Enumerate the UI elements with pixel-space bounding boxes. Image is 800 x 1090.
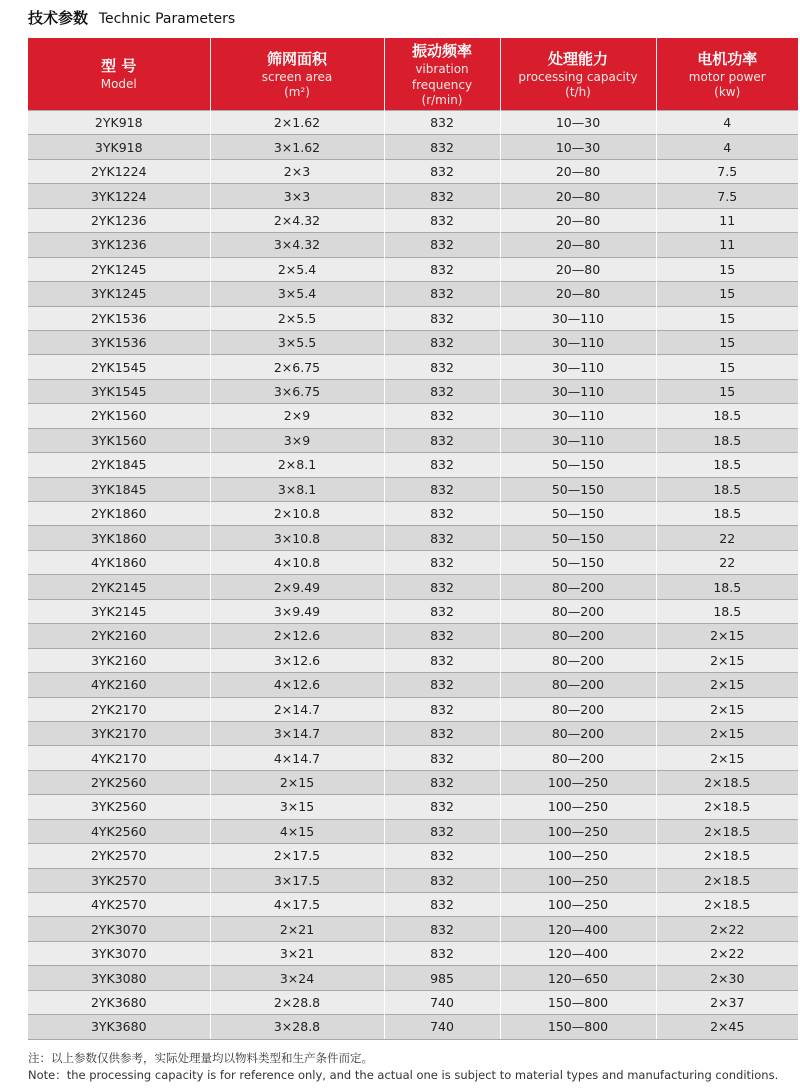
header-screen-area-unit: (m²)	[284, 84, 310, 99]
table-row	[28, 550, 798, 574]
cell-screen-area: 3×21	[210, 941, 384, 965]
header-vibration-frequency-unit: (r/min)	[421, 92, 463, 107]
cell-vibration-frequency: 832	[384, 159, 500, 183]
cell-screen-area: 3×10.8	[210, 526, 384, 550]
cell-model: 2YK1860	[28, 502, 210, 526]
cell-model: 3YK1845	[28, 477, 210, 501]
cell-model: 3YK3680	[28, 1015, 210, 1039]
cell-screen-area: 2×17.5	[210, 844, 384, 868]
cell-screen-area: 2×9	[210, 404, 384, 428]
cell-screen-area: 4×12.6	[210, 673, 384, 697]
cell-screen-area: 3×5.5	[210, 330, 384, 354]
cell-processing-capacity: 120—400	[500, 917, 656, 941]
cell-screen-area: 3×1.62	[210, 135, 384, 159]
cell-model: 2YK1224	[28, 159, 210, 183]
cell-screen-area: 3×24	[210, 966, 384, 990]
cell-model: 3YK1245	[28, 282, 210, 306]
cell-processing-capacity: 20—80	[500, 184, 656, 208]
cell-model: 3YK2170	[28, 721, 210, 745]
cell-vibration-frequency: 832	[384, 673, 500, 697]
cell-model: 3YK1236	[28, 233, 210, 257]
cell-motor-power: 7.5	[656, 159, 798, 183]
cell-vibration-frequency: 832	[384, 599, 500, 623]
cell-model: 2YK2570	[28, 844, 210, 868]
cell-screen-area: 3×9	[210, 428, 384, 452]
cell-motor-power: 15	[656, 306, 798, 330]
cell-processing-capacity: 30—110	[500, 306, 656, 330]
cell-model: 3YK1860	[28, 526, 210, 550]
cell-vibration-frequency: 832	[384, 575, 500, 599]
cell-processing-capacity: 20—80	[500, 257, 656, 281]
cell-model: 2YK1560	[28, 404, 210, 428]
cell-screen-area: 2×14.7	[210, 697, 384, 721]
table-row	[28, 355, 798, 379]
cell-model: 2YK2170	[28, 697, 210, 721]
header-processing-capacity	[500, 38, 656, 111]
header-motor-power-en: motor power	[688, 69, 766, 84]
table-row	[28, 306, 798, 330]
cell-model: 2YK3680	[28, 990, 210, 1014]
cell-screen-area: 3×17.5	[210, 868, 384, 892]
cell-model: 4YK1860	[28, 550, 210, 574]
cell-vibration-frequency: 832	[384, 379, 500, 403]
cell-vibration-frequency: 832	[384, 721, 500, 745]
table-row	[28, 868, 798, 892]
cell-model: 3YK2560	[28, 795, 210, 819]
cell-screen-area: 3×28.8	[210, 1015, 384, 1039]
cell-motor-power: 15	[656, 282, 798, 306]
cell-vibration-frequency: 832	[384, 746, 500, 770]
table-row	[28, 673, 798, 697]
cell-screen-area: 3×8.1	[210, 477, 384, 501]
cell-model: 4YK2170	[28, 746, 210, 770]
cell-vibration-frequency: 832	[384, 819, 500, 843]
header-row	[28, 38, 798, 111]
cell-vibration-frequency: 832	[384, 330, 500, 354]
cell-motor-power: 15	[656, 330, 798, 354]
cell-motor-power: 2×37	[656, 990, 798, 1014]
cell-vibration-frequency: 832	[384, 233, 500, 257]
cell-processing-capacity: 20—80	[500, 282, 656, 306]
cell-motor-power: 2×45	[656, 1015, 798, 1039]
table-row	[28, 721, 798, 745]
cell-vibration-frequency: 832	[384, 502, 500, 526]
cell-processing-capacity: 80—200	[500, 697, 656, 721]
cell-model: 3YK2570	[28, 868, 210, 892]
cell-screen-area: 2×9.49	[210, 575, 384, 599]
cell-processing-capacity: 150—800	[500, 1015, 656, 1039]
table-row	[28, 941, 798, 965]
cell-screen-area: 3×5.4	[210, 282, 384, 306]
table-row	[28, 257, 798, 281]
cell-processing-capacity: 20—80	[500, 208, 656, 232]
header-motor-power-unit: (kw)	[714, 84, 741, 99]
cell-processing-capacity: 100—250	[500, 770, 656, 794]
cell-model: 2YK3070	[28, 917, 210, 941]
footnote	[28, 1050, 778, 1084]
header-processing-capacity-en: processing capacity	[518, 69, 638, 84]
cell-vibration-frequency: 832	[384, 208, 500, 232]
cell-model: 2YK1245	[28, 257, 210, 281]
cell-processing-capacity: 120—650	[500, 966, 656, 990]
cell-processing-capacity: 10—30	[500, 135, 656, 159]
header-model	[28, 38, 210, 111]
cell-screen-area: 2×1.62	[210, 111, 384, 135]
cell-vibration-frequency: 832	[384, 648, 500, 672]
cell-motor-power: 2×18.5	[656, 770, 798, 794]
cell-motor-power: 18.5	[656, 477, 798, 501]
cell-processing-capacity: 50—150	[500, 453, 656, 477]
cell-processing-capacity: 50—150	[500, 477, 656, 501]
table-row	[28, 844, 798, 868]
table-row	[28, 697, 798, 721]
cell-model: 2YK1536	[28, 306, 210, 330]
cell-processing-capacity: 100—250	[500, 868, 656, 892]
cell-motor-power: 2×18.5	[656, 868, 798, 892]
cell-model: 3YK2160	[28, 648, 210, 672]
cell-processing-capacity: 80—200	[500, 746, 656, 770]
cell-model: 2YK1845	[28, 453, 210, 477]
cell-model: 3YK2145	[28, 599, 210, 623]
cell-processing-capacity: 50—150	[500, 526, 656, 550]
footnote-zh: 注：以上参数仅供参考，实际处理量均以物料类型和生产条件而定。	[28, 1051, 373, 1065]
cell-processing-capacity: 120—400	[500, 941, 656, 965]
cell-vibration-frequency: 832	[384, 868, 500, 892]
cell-processing-capacity: 30—110	[500, 355, 656, 379]
cell-motor-power: 18.5	[656, 453, 798, 477]
cell-vibration-frequency: 832	[384, 355, 500, 379]
cell-screen-area: 2×4.32	[210, 208, 384, 232]
cell-motor-power: 15	[656, 257, 798, 281]
table-row	[28, 428, 798, 452]
cell-processing-capacity: 80—200	[500, 624, 656, 648]
table-row	[28, 453, 798, 477]
cell-motor-power: 18.5	[656, 428, 798, 452]
header-model-en: Model	[100, 77, 137, 91]
cell-model: 4YK2160	[28, 673, 210, 697]
table-row	[28, 575, 798, 599]
cell-vibration-frequency: 832	[384, 428, 500, 452]
cell-vibration-frequency: 832	[384, 282, 500, 306]
table-row	[28, 648, 798, 672]
cell-processing-capacity: 10—30	[500, 111, 656, 135]
cell-motor-power: 22	[656, 550, 798, 574]
cell-processing-capacity: 100—250	[500, 893, 656, 917]
cell-processing-capacity: 80—200	[500, 599, 656, 623]
table-row	[28, 184, 798, 208]
table-row	[28, 893, 798, 917]
cell-motor-power: 2×15	[656, 697, 798, 721]
cell-motor-power: 2×18.5	[656, 844, 798, 868]
cell-model: 2YK1236	[28, 208, 210, 232]
table-row	[28, 208, 798, 232]
cell-screen-area: 2×15	[210, 770, 384, 794]
cell-processing-capacity: 30—110	[500, 330, 656, 354]
table-row	[28, 282, 798, 306]
cell-processing-capacity: 100—250	[500, 844, 656, 868]
table-row	[28, 233, 798, 257]
cell-screen-area: 4×15	[210, 819, 384, 843]
header-screen-area-en: screen area	[261, 69, 333, 84]
cell-vibration-frequency: 832	[384, 917, 500, 941]
page-title	[28, 7, 235, 28]
cell-model: 3YK1536	[28, 330, 210, 354]
header-motor-power	[656, 38, 798, 111]
cell-screen-area: 4×10.8	[210, 550, 384, 574]
cell-motor-power: 2×22	[656, 917, 798, 941]
cell-screen-area: 3×15	[210, 795, 384, 819]
footnote-en: Note：the processing capacity is for reference only, and the actual one is subject to material types and manufacturing conditions.	[28, 1068, 779, 1082]
cell-motor-power: 2×15	[656, 721, 798, 745]
cell-vibration-frequency: 740	[384, 990, 500, 1014]
header-screen-area-zh: 筛网面积	[266, 49, 327, 68]
cell-processing-capacity: 30—110	[500, 428, 656, 452]
cell-processing-capacity: 30—110	[500, 404, 656, 428]
cell-processing-capacity: 20—80	[500, 159, 656, 183]
cell-model: 3YK1545	[28, 379, 210, 403]
cell-processing-capacity: 100—250	[500, 795, 656, 819]
cell-motor-power: 2×18.5	[656, 893, 798, 917]
cell-processing-capacity: 50—150	[500, 502, 656, 526]
cell-model: 3YK918	[28, 135, 210, 159]
header-motor-power-zh: 电机功率	[697, 49, 758, 68]
cell-motor-power: 18.5	[656, 599, 798, 623]
cell-motor-power: 2×15	[656, 673, 798, 697]
header-model-zh: 型 号	[101, 57, 137, 75]
table-row	[28, 159, 798, 183]
cell-motor-power: 2×30	[656, 966, 798, 990]
cell-model: 2YK2160	[28, 624, 210, 648]
cell-model: 4YK2560	[28, 819, 210, 843]
table-row	[28, 379, 798, 403]
cell-processing-capacity: 50—150	[500, 550, 656, 574]
header-vibration-frequency-zh: 振动频率	[411, 41, 472, 60]
cell-screen-area: 2×12.6	[210, 624, 384, 648]
table-header	[28, 38, 798, 111]
cell-model: 2YK2560	[28, 770, 210, 794]
cell-screen-area: 2×3	[210, 159, 384, 183]
table-row	[28, 819, 798, 843]
cell-model: 4YK2570	[28, 893, 210, 917]
page-title-zh: 技术参数	[28, 9, 89, 27]
table-row	[28, 502, 798, 526]
table-row	[28, 404, 798, 428]
cell-screen-area: 3×12.6	[210, 648, 384, 672]
table-row	[28, 1015, 798, 1039]
cell-processing-capacity: 80—200	[500, 575, 656, 599]
cell-screen-area: 2×28.8	[210, 990, 384, 1014]
cell-vibration-frequency: 832	[384, 795, 500, 819]
cell-processing-capacity: 80—200	[500, 648, 656, 672]
header-processing-capacity-unit: (t/h)	[565, 84, 591, 99]
cell-model: 3YK1560	[28, 428, 210, 452]
cell-model: 3YK3080	[28, 966, 210, 990]
header-processing-capacity-zh: 处理能力	[547, 49, 608, 68]
cell-model: 3YK3070	[28, 941, 210, 965]
cell-motor-power: 2×15	[656, 624, 798, 648]
cell-processing-capacity: 150—800	[500, 990, 656, 1014]
cell-vibration-frequency: 832	[384, 453, 500, 477]
page-title-en: Technic Parameters	[98, 11, 236, 27]
cell-motor-power: 15	[656, 379, 798, 403]
cell-motor-power: 11	[656, 233, 798, 257]
cell-model: 2YK1545	[28, 355, 210, 379]
cell-screen-area: 3×6.75	[210, 379, 384, 403]
header-vibration-frequency-en: vibration frequency	[411, 61, 473, 92]
cell-vibration-frequency: 832	[384, 306, 500, 330]
cell-screen-area: 3×9.49	[210, 599, 384, 623]
table-row	[28, 526, 798, 550]
cell-screen-area: 2×5.4	[210, 257, 384, 281]
cell-screen-area: 4×17.5	[210, 893, 384, 917]
cell-screen-area: 4×14.7	[210, 746, 384, 770]
cell-vibration-frequency: 832	[384, 526, 500, 550]
table-row	[28, 795, 798, 819]
cell-screen-area: 2×8.1	[210, 453, 384, 477]
table-row	[28, 990, 798, 1014]
table-row	[28, 599, 798, 623]
cell-motor-power: 18.5	[656, 404, 798, 428]
cell-processing-capacity: 20—80	[500, 233, 656, 257]
cell-vibration-frequency: 832	[384, 893, 500, 917]
cell-motor-power: 4	[656, 135, 798, 159]
cell-model: 2YK2145	[28, 575, 210, 599]
cell-screen-area: 2×21	[210, 917, 384, 941]
cell-processing-capacity: 80—200	[500, 673, 656, 697]
cell-vibration-frequency: 832	[384, 477, 500, 501]
cell-motor-power: 2×18.5	[656, 795, 798, 819]
cell-vibration-frequency: 832	[384, 770, 500, 794]
header-vibration-frequency	[384, 38, 500, 111]
cell-motor-power: 2×15	[656, 746, 798, 770]
cell-vibration-frequency: 832	[384, 184, 500, 208]
table-row	[28, 624, 798, 648]
cell-screen-area: 2×5.5	[210, 306, 384, 330]
cell-processing-capacity: 100—250	[500, 819, 656, 843]
cell-model: 3YK1224	[28, 184, 210, 208]
cell-processing-capacity: 30—110	[500, 379, 656, 403]
table-row	[28, 770, 798, 794]
cell-vibration-frequency: 832	[384, 257, 500, 281]
cell-processing-capacity: 80—200	[500, 721, 656, 745]
table-row	[28, 330, 798, 354]
cell-motor-power: 2×18.5	[656, 819, 798, 843]
table-row	[28, 966, 798, 990]
cell-screen-area: 3×4.32	[210, 233, 384, 257]
cell-motor-power: 15	[656, 355, 798, 379]
parameters-table	[28, 38, 798, 1040]
cell-vibration-frequency: 832	[384, 550, 500, 574]
cell-motor-power: 2×22	[656, 941, 798, 965]
cell-vibration-frequency: 832	[384, 697, 500, 721]
cell-vibration-frequency: 985	[384, 966, 500, 990]
table-row	[28, 746, 798, 770]
cell-screen-area: 2×10.8	[210, 502, 384, 526]
table-row	[28, 111, 798, 135]
cell-screen-area: 3×3	[210, 184, 384, 208]
cell-vibration-frequency: 832	[384, 404, 500, 428]
cell-model: 2YK918	[28, 111, 210, 135]
cell-motor-power: 22	[656, 526, 798, 550]
cell-vibration-frequency: 832	[384, 111, 500, 135]
table-row	[28, 135, 798, 159]
table-row	[28, 477, 798, 501]
cell-motor-power: 18.5	[656, 502, 798, 526]
cell-vibration-frequency: 832	[384, 135, 500, 159]
table-row	[28, 917, 798, 941]
cell-motor-power: 4	[656, 111, 798, 135]
cell-vibration-frequency: 832	[384, 624, 500, 648]
cell-vibration-frequency: 832	[384, 941, 500, 965]
header-screen-area	[210, 38, 384, 111]
cell-vibration-frequency: 832	[384, 844, 500, 868]
cell-screen-area: 3×14.7	[210, 721, 384, 745]
cell-motor-power: 2×15	[656, 648, 798, 672]
cell-motor-power: 18.5	[656, 575, 798, 599]
cell-screen-area: 2×6.75	[210, 355, 384, 379]
cell-motor-power: 7.5	[656, 184, 798, 208]
cell-motor-power: 11	[656, 208, 798, 232]
table-body	[28, 111, 798, 1040]
cell-vibration-frequency: 740	[384, 1015, 500, 1039]
